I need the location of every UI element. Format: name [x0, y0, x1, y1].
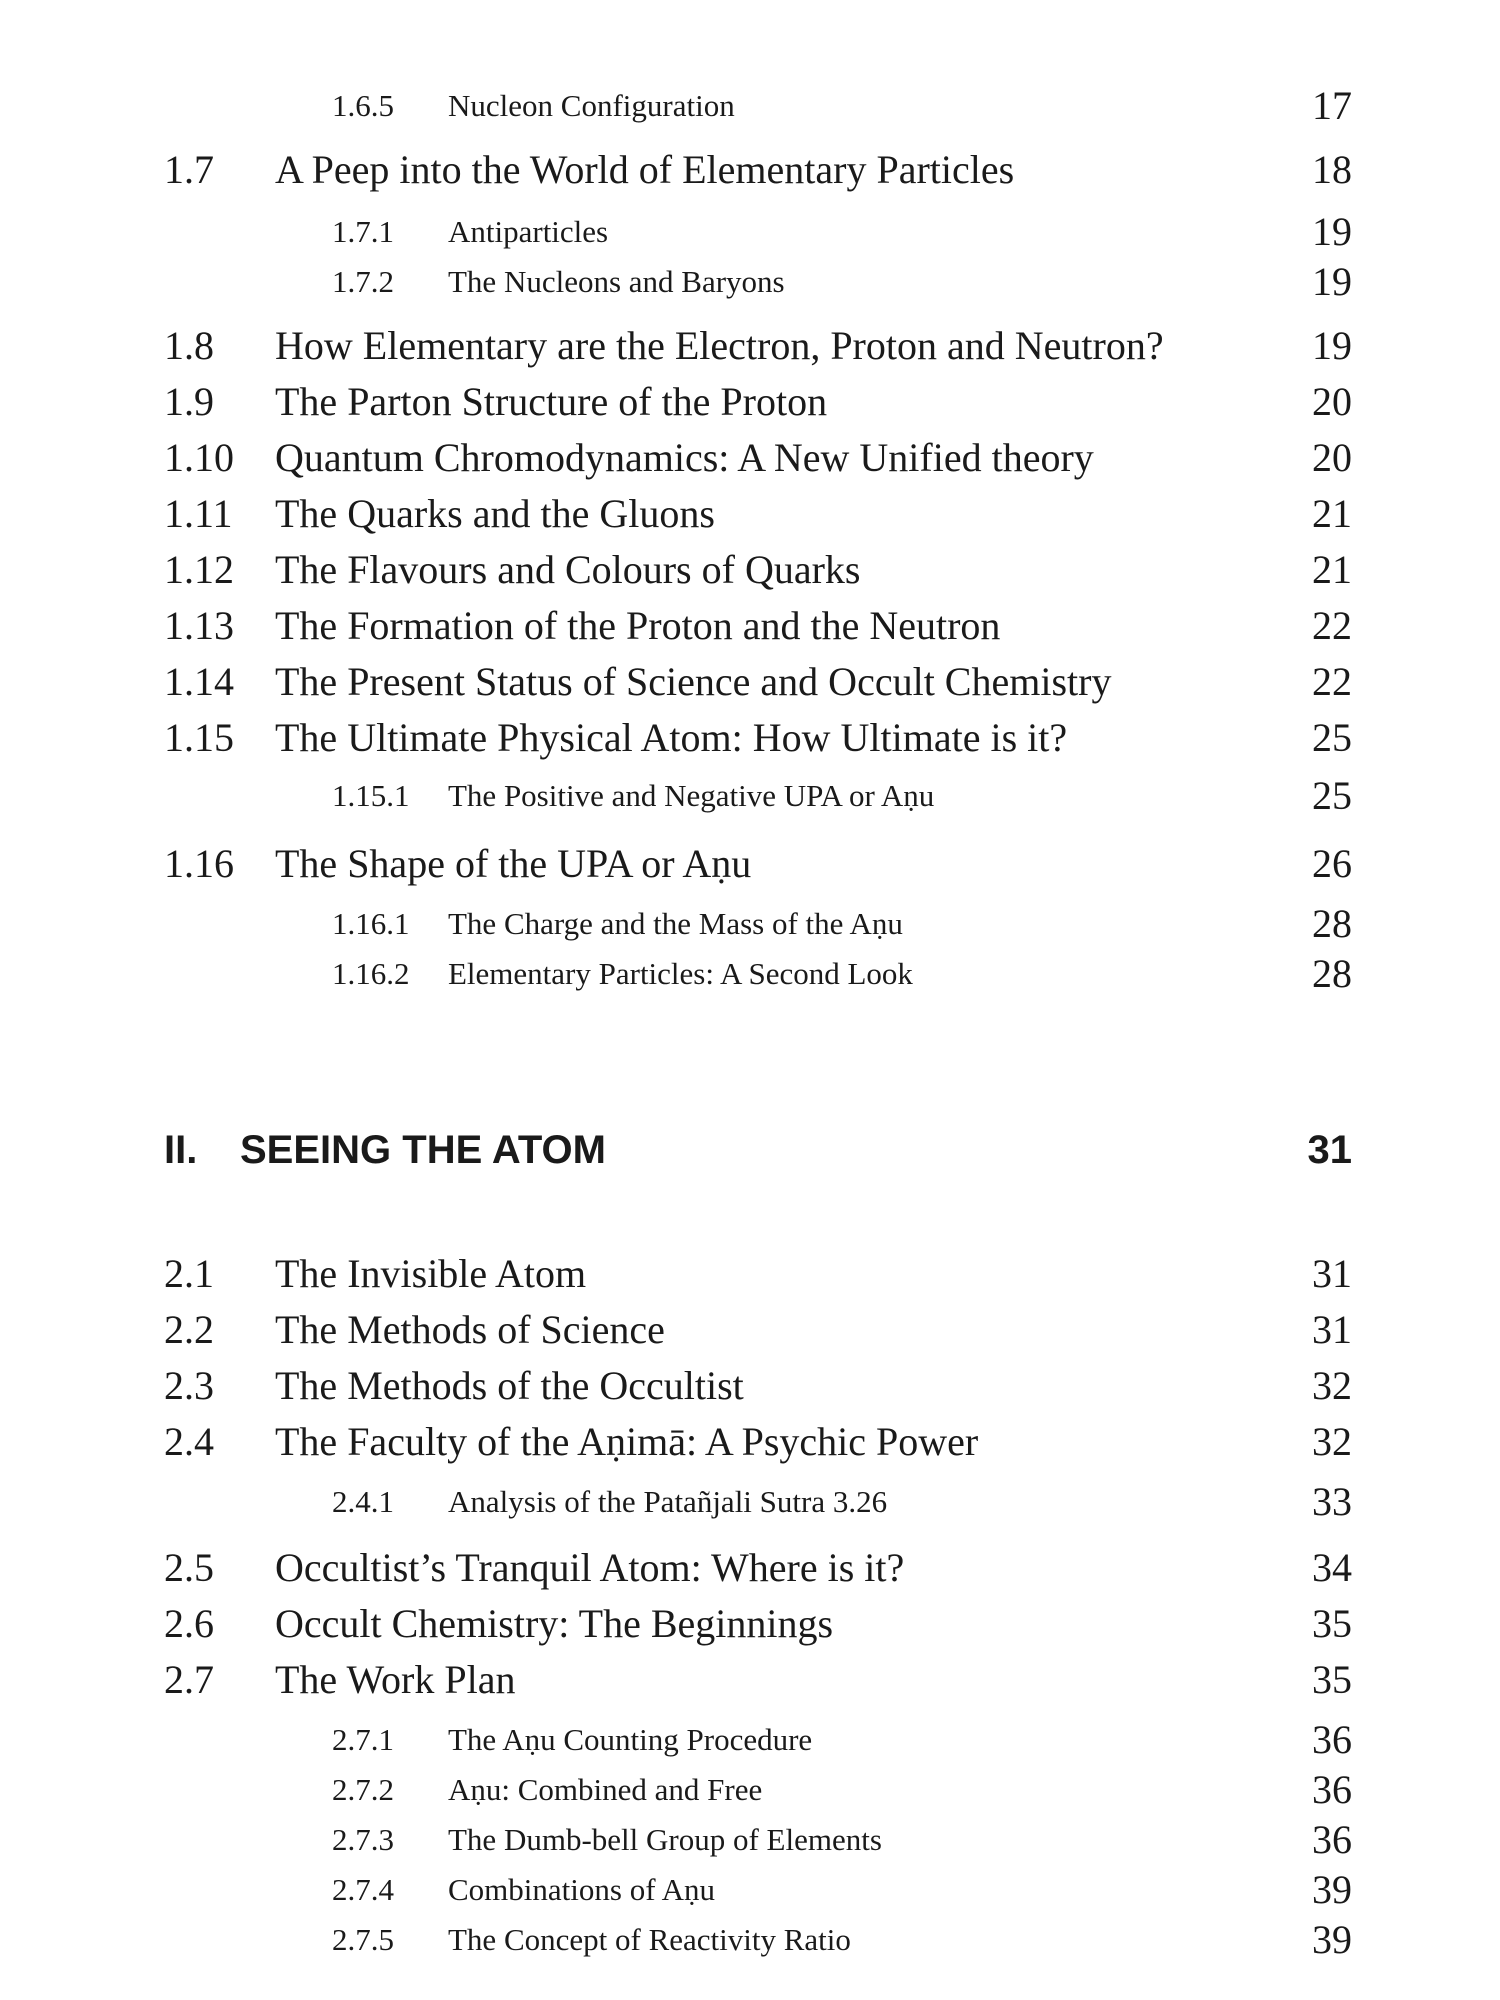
entry-number: 1.16.1	[332, 906, 410, 941]
toc-entry-2-2	[0, 1302, 1500, 1358]
toc-entry-1-16-1	[0, 896, 1500, 952]
entry-title: The Quarks and the Gluons	[275, 491, 715, 536]
toc-entry-2-7-4	[0, 1862, 1500, 1918]
entry-title: The Methods of Science	[275, 1307, 665, 1352]
entry-title: Analysis of the Patañjali Sutra 3.26	[448, 1484, 888, 1519]
entry-page: 32	[1312, 1419, 1352, 1464]
entry-number: 1.7.2	[332, 264, 394, 299]
entry-page: 20	[1312, 435, 1352, 480]
chapter-page: 31	[1307, 1128, 1352, 1172]
entry-number: 1.10	[164, 435, 234, 480]
entry-page: 25	[1312, 773, 1352, 818]
entry-title: The Ultimate Physical Atom: How Ultimate is it?	[275, 715, 1068, 760]
toc-entry-1-10	[0, 430, 1500, 486]
toc-entry-2-7-2	[0, 1762, 1500, 1818]
entry-title: The Work Plan	[275, 1657, 516, 1702]
entry-number: 2.7.4	[332, 1872, 394, 1907]
entry-page: 28	[1312, 901, 1352, 946]
entry-page: 22	[1312, 659, 1352, 704]
entry-title: The Parton Structure of the Proton	[275, 379, 828, 424]
entry-page: 39	[1312, 1867, 1352, 1912]
toc-entry-1-16-2	[0, 946, 1500, 1002]
toc-entry-1-7	[0, 142, 1500, 198]
toc-entry-1-15-1	[0, 768, 1500, 824]
entry-page: 33	[1312, 1479, 1352, 1524]
toc-entry-2-4-1	[0, 1474, 1500, 1530]
entry-page: 17	[1312, 83, 1352, 128]
chapter-heading	[0, 1120, 1500, 1180]
toc-entry-1-16	[0, 836, 1500, 892]
toc-entry-2-7-5	[0, 1912, 1500, 1968]
toc-entry-1-13	[0, 598, 1500, 654]
entry-title: Aṇu: Combined and Free	[448, 1772, 763, 1807]
entry-number: 1.12	[164, 547, 234, 592]
toc-entry-2-7-3	[0, 1812, 1500, 1868]
entry-title: The Flavours and Colours of Quarks	[275, 547, 861, 592]
entry-number: 1.7	[164, 147, 214, 192]
entry-number: 2.5	[164, 1545, 214, 1590]
entry-title: Nucleon Configuration	[448, 88, 735, 123]
entry-title: The Present Status of Science and Occult Chemistry	[275, 659, 1112, 704]
entry-page: 18	[1312, 147, 1352, 192]
toc-entry-1-12	[0, 542, 1500, 598]
entry-page: 32	[1312, 1363, 1352, 1408]
entry-number: 1.7.1	[332, 214, 394, 249]
entry-number: 2.1	[164, 1251, 214, 1296]
entry-title: The Dumb-bell Group of Elements	[448, 1822, 882, 1857]
entry-page: 36	[1312, 1717, 1352, 1762]
entry-title: The Charge and the Mass of the Aṇu	[448, 906, 903, 941]
toc-entry-2-3	[0, 1358, 1500, 1414]
toc-entry-1-9	[0, 374, 1500, 430]
entry-title: Antiparticles	[448, 214, 609, 249]
entry-number: 2.7.3	[332, 1822, 394, 1857]
entry-page: 22	[1312, 603, 1352, 648]
entry-number: 1.6.5	[332, 88, 394, 123]
entry-page: 28	[1312, 951, 1352, 996]
entry-title: Elementary Particles: A Second Look	[448, 956, 913, 991]
entry-number: 1.16.2	[332, 956, 410, 991]
entry-title: A Peep into the World of Elementary Particles	[275, 147, 1015, 192]
entry-page: 36	[1312, 1817, 1352, 1862]
toc-entry-1-6-5	[0, 78, 1500, 134]
entry-page: 20	[1312, 379, 1352, 424]
entry-number: 1.11	[164, 491, 233, 536]
entry-title: The Shape of the UPA or Aṇu	[275, 841, 752, 886]
entry-number: 2.4	[164, 1419, 214, 1464]
entry-page: 35	[1312, 1601, 1352, 1646]
entry-number: 1.13	[164, 603, 234, 648]
toc-entry-1-8	[0, 318, 1500, 374]
entry-number: 2.4.1	[332, 1484, 394, 1519]
entry-title: The Invisible Atom	[275, 1251, 587, 1296]
entry-page: 25	[1312, 715, 1352, 760]
entry-page: 31	[1312, 1307, 1352, 1352]
entry-page: 36	[1312, 1767, 1352, 1812]
entry-title: The Positive and Negative UPA or Aṇu	[448, 778, 935, 813]
entry-page: 19	[1312, 323, 1352, 368]
entry-number: 2.6	[164, 1601, 214, 1646]
toc-entry-1-7-2	[0, 254, 1500, 310]
entry-page: 35	[1312, 1657, 1352, 1702]
toc-entry-2-4	[0, 1414, 1500, 1470]
toc-entry-1-11	[0, 486, 1500, 542]
entry-title: Quantum Chromodynamics: A New Unified theory	[275, 435, 1094, 480]
chapter-title: SEEING THE ATOM	[240, 1128, 606, 1172]
toc-entry-2-7-1	[0, 1712, 1500, 1768]
toc-entry-2-1	[0, 1246, 1500, 1302]
entry-page: 39	[1312, 1917, 1352, 1962]
entry-number: 2.2	[164, 1307, 214, 1352]
entry-title: The Methods of the Occultist	[275, 1363, 744, 1408]
entry-number: 2.7	[164, 1657, 214, 1702]
entry-page: 31	[1312, 1251, 1352, 1296]
entry-page: 34	[1312, 1545, 1352, 1590]
chapter-number: II.	[164, 1128, 198, 1172]
entry-title: The Aṇu Counting Procedure	[448, 1722, 813, 1757]
entry-title: Combinations of Aṇu	[448, 1872, 715, 1907]
entry-page: 21	[1312, 491, 1352, 536]
toc-entry-2-6	[0, 1596, 1500, 1652]
entry-title: The Nucleons and Baryons	[448, 264, 785, 299]
entry-page: 19	[1312, 209, 1352, 254]
entry-title: The Faculty of the Aṇimā: A Psychic Power	[275, 1419, 979, 1464]
entry-number: 1.15.1	[332, 778, 410, 813]
entry-page: 19	[1312, 259, 1352, 304]
entry-number: 2.3	[164, 1363, 214, 1408]
entry-number: 1.14	[164, 659, 234, 704]
entry-title: Occult Chemistry: The Beginnings	[275, 1601, 834, 1646]
entry-title: Occultist’s Tranquil Atom: Where is it?	[275, 1545, 905, 1590]
toc-entry-1-15	[0, 710, 1500, 766]
entry-page: 21	[1312, 547, 1352, 592]
entry-number: 2.7.1	[332, 1722, 394, 1757]
toc-entry-1-7-1	[0, 204, 1500, 260]
entry-title: How Elementary are the Electron, Proton and Neutron?	[275, 323, 1164, 368]
entry-number: 1.15	[164, 715, 234, 760]
entry-title: The Formation of the Proton and the Neutron	[275, 603, 1001, 648]
toc-entry-1-14	[0, 654, 1500, 710]
entry-title: The Concept of Reactivity Ratio	[448, 1922, 851, 1957]
entry-page: 26	[1312, 841, 1352, 886]
toc-entry-2-7	[0, 1652, 1500, 1708]
entry-number: 1.9	[164, 379, 214, 424]
entry-number: 2.7.5	[332, 1922, 394, 1957]
toc-entry-2-5	[0, 1540, 1500, 1596]
entry-number: 2.7.2	[332, 1772, 394, 1807]
entry-number: 1.8	[164, 323, 214, 368]
entry-number: 1.16	[164, 841, 234, 886]
